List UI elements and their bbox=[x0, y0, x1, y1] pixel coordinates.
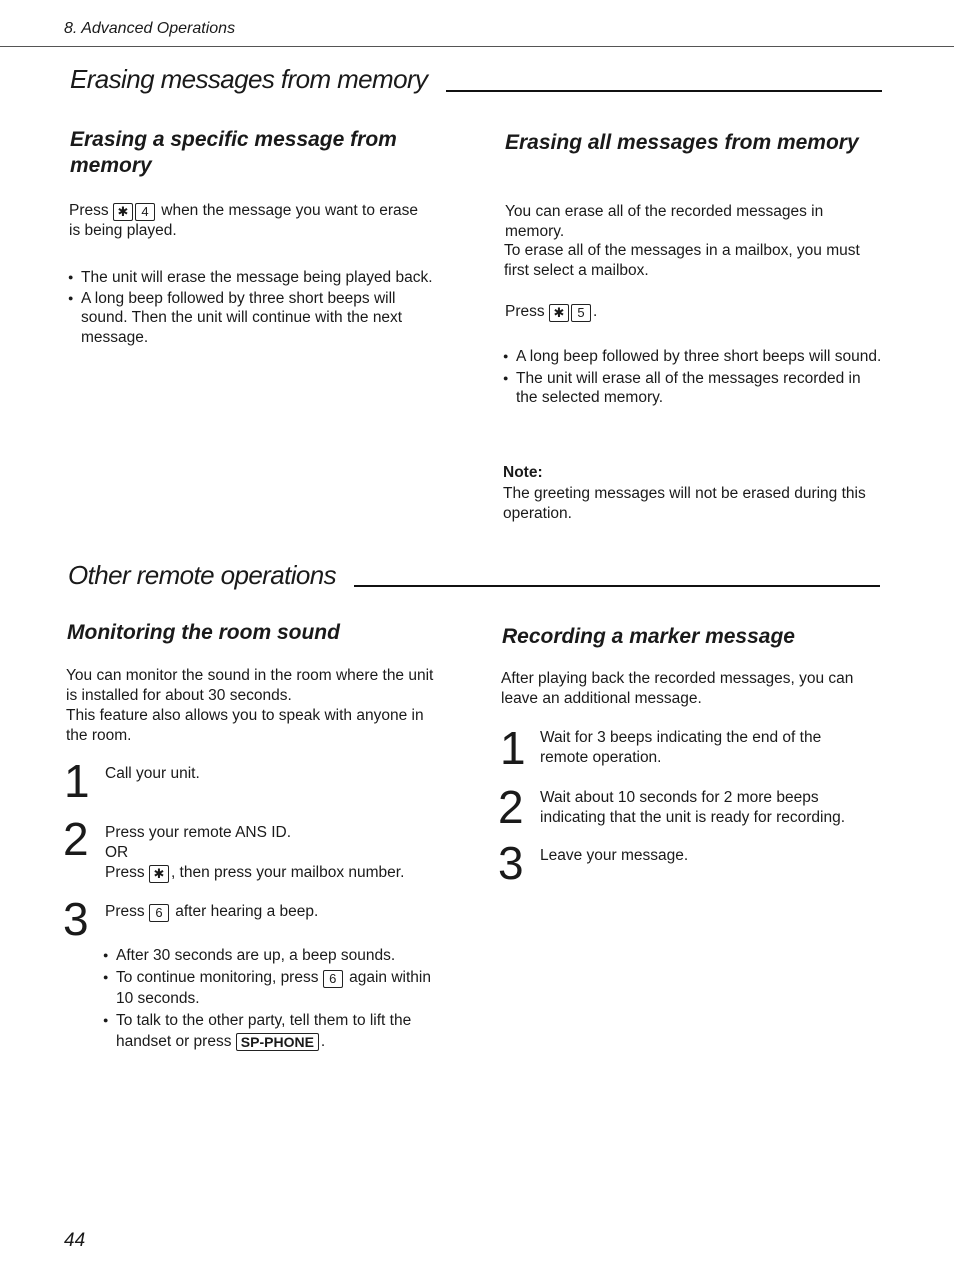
erase-specific-bullets bbox=[68, 268, 438, 347]
press-word: Press bbox=[105, 864, 145, 881]
instruction-text: when the message you want to erase is being played. bbox=[69, 202, 419, 239]
step-text: Wait about 10 seconds for 2 more beeps indicating that the unit is ready for recording. bbox=[540, 789, 846, 826]
key-6: 6 bbox=[323, 970, 343, 988]
bullet-item: ● The unit will erase the message being played back. bbox=[68, 268, 438, 288]
step-text: Wait for 3 beeps indicating the end of the remote operation. bbox=[540, 729, 822, 766]
key-4: 4 bbox=[135, 203, 155, 221]
section-title-other-remote: Other remote operations bbox=[68, 560, 337, 590]
sp-phone-key: SP-PHONE bbox=[236, 1033, 319, 1051]
bullet-text: To continue monitoring, press bbox=[116, 969, 319, 986]
step-text: Call your unit. bbox=[105, 765, 200, 782]
bullet-item: ● After 30 seconds are up, a beep sounds. bbox=[103, 945, 443, 966]
note-label: Note: bbox=[503, 464, 543, 481]
key-6: 6 bbox=[149, 904, 169, 922]
bullet-item bbox=[103, 967, 443, 1009]
period: . bbox=[320, 1033, 326, 1050]
bullet-item: ● A long beep followed by three short beeps will sound. Then the unit will continue with the next message. bbox=[68, 289, 438, 348]
step-line: Press your remote ANS ID. bbox=[105, 824, 292, 841]
press-word: Press bbox=[69, 202, 109, 219]
page-number: 44 bbox=[64, 1230, 86, 1251]
step-number: 2 bbox=[63, 813, 89, 865]
bullet-item bbox=[103, 1010, 443, 1052]
star-key: ✱ bbox=[549, 304, 569, 322]
heading-marker-message: Recording a marker message bbox=[502, 625, 795, 648]
star-key: ✱ bbox=[113, 203, 133, 221]
erase-specific-instruction bbox=[69, 201, 429, 241]
bullet-text: To talk to the other party, tell them to lift the handset or press bbox=[116, 1012, 412, 1050]
erase-all-para1: You can erase all of the recorded messages in memory. bbox=[505, 203, 824, 240]
section-rule-other-remote bbox=[354, 585, 880, 587]
bullet-item: ● A long beep followed by three short beeps will sound. bbox=[503, 347, 883, 367]
press-word: Press bbox=[505, 303, 545, 320]
period: . bbox=[592, 303, 598, 320]
step-line bbox=[105, 863, 445, 883]
marker-para1: After playing back the recorded messages, you can leave an additional message. bbox=[501, 670, 854, 707]
step-text: Leave your message. bbox=[540, 847, 689, 864]
section-rule-erasing bbox=[446, 90, 882, 92]
heading-erase-all: Erasing all messages from memory bbox=[505, 131, 859, 154]
bullet-item: ● The unit will erase all of the messages recorded in the selected memory. bbox=[503, 369, 883, 408]
step-text bbox=[105, 823, 445, 883]
step-number: 3 bbox=[498, 837, 524, 889]
step-number: 1 bbox=[64, 755, 90, 807]
monitoring-para1: You can monitor the sound in the room where the unit is installed for about 30 seconds. bbox=[66, 667, 434, 704]
heading-erase-specific: Erasing a specific message from memory bbox=[70, 128, 397, 177]
monitoring-para2: This feature also allows you to speak with anyone in the room. bbox=[66, 707, 424, 744]
key-5: 5 bbox=[571, 304, 591, 322]
erase-all-press bbox=[505, 302, 597, 322]
bullet-text: again within 10 seconds. bbox=[116, 969, 431, 1007]
header-divider bbox=[0, 46, 954, 47]
running-head: 8. Advanced Operations bbox=[64, 20, 236, 37]
step-number: 1 bbox=[500, 722, 526, 774]
erase-all-bullets bbox=[503, 347, 883, 408]
star-key: ✱ bbox=[149, 865, 169, 883]
step-line: OR bbox=[105, 843, 129, 861]
press-word: Press bbox=[105, 903, 145, 920]
note-text: The greeting messages will not be erased during this operation. bbox=[503, 485, 866, 522]
step-text-rest: after hearing a beep. bbox=[175, 903, 319, 920]
monitoring-bullets bbox=[103, 945, 443, 1052]
step-text bbox=[105, 902, 318, 922]
step-line-rest: , then press your mailbox number. bbox=[170, 864, 405, 881]
step-number: 3 bbox=[63, 893, 89, 945]
heading-monitoring: Monitoring the room sound bbox=[67, 621, 340, 644]
erase-all-para2: To erase all of the messages in a mailbox, you must first select a mailbox. bbox=[504, 242, 860, 279]
section-title-erasing: Erasing messages from memory bbox=[70, 64, 428, 94]
step-number: 2 bbox=[498, 781, 524, 833]
